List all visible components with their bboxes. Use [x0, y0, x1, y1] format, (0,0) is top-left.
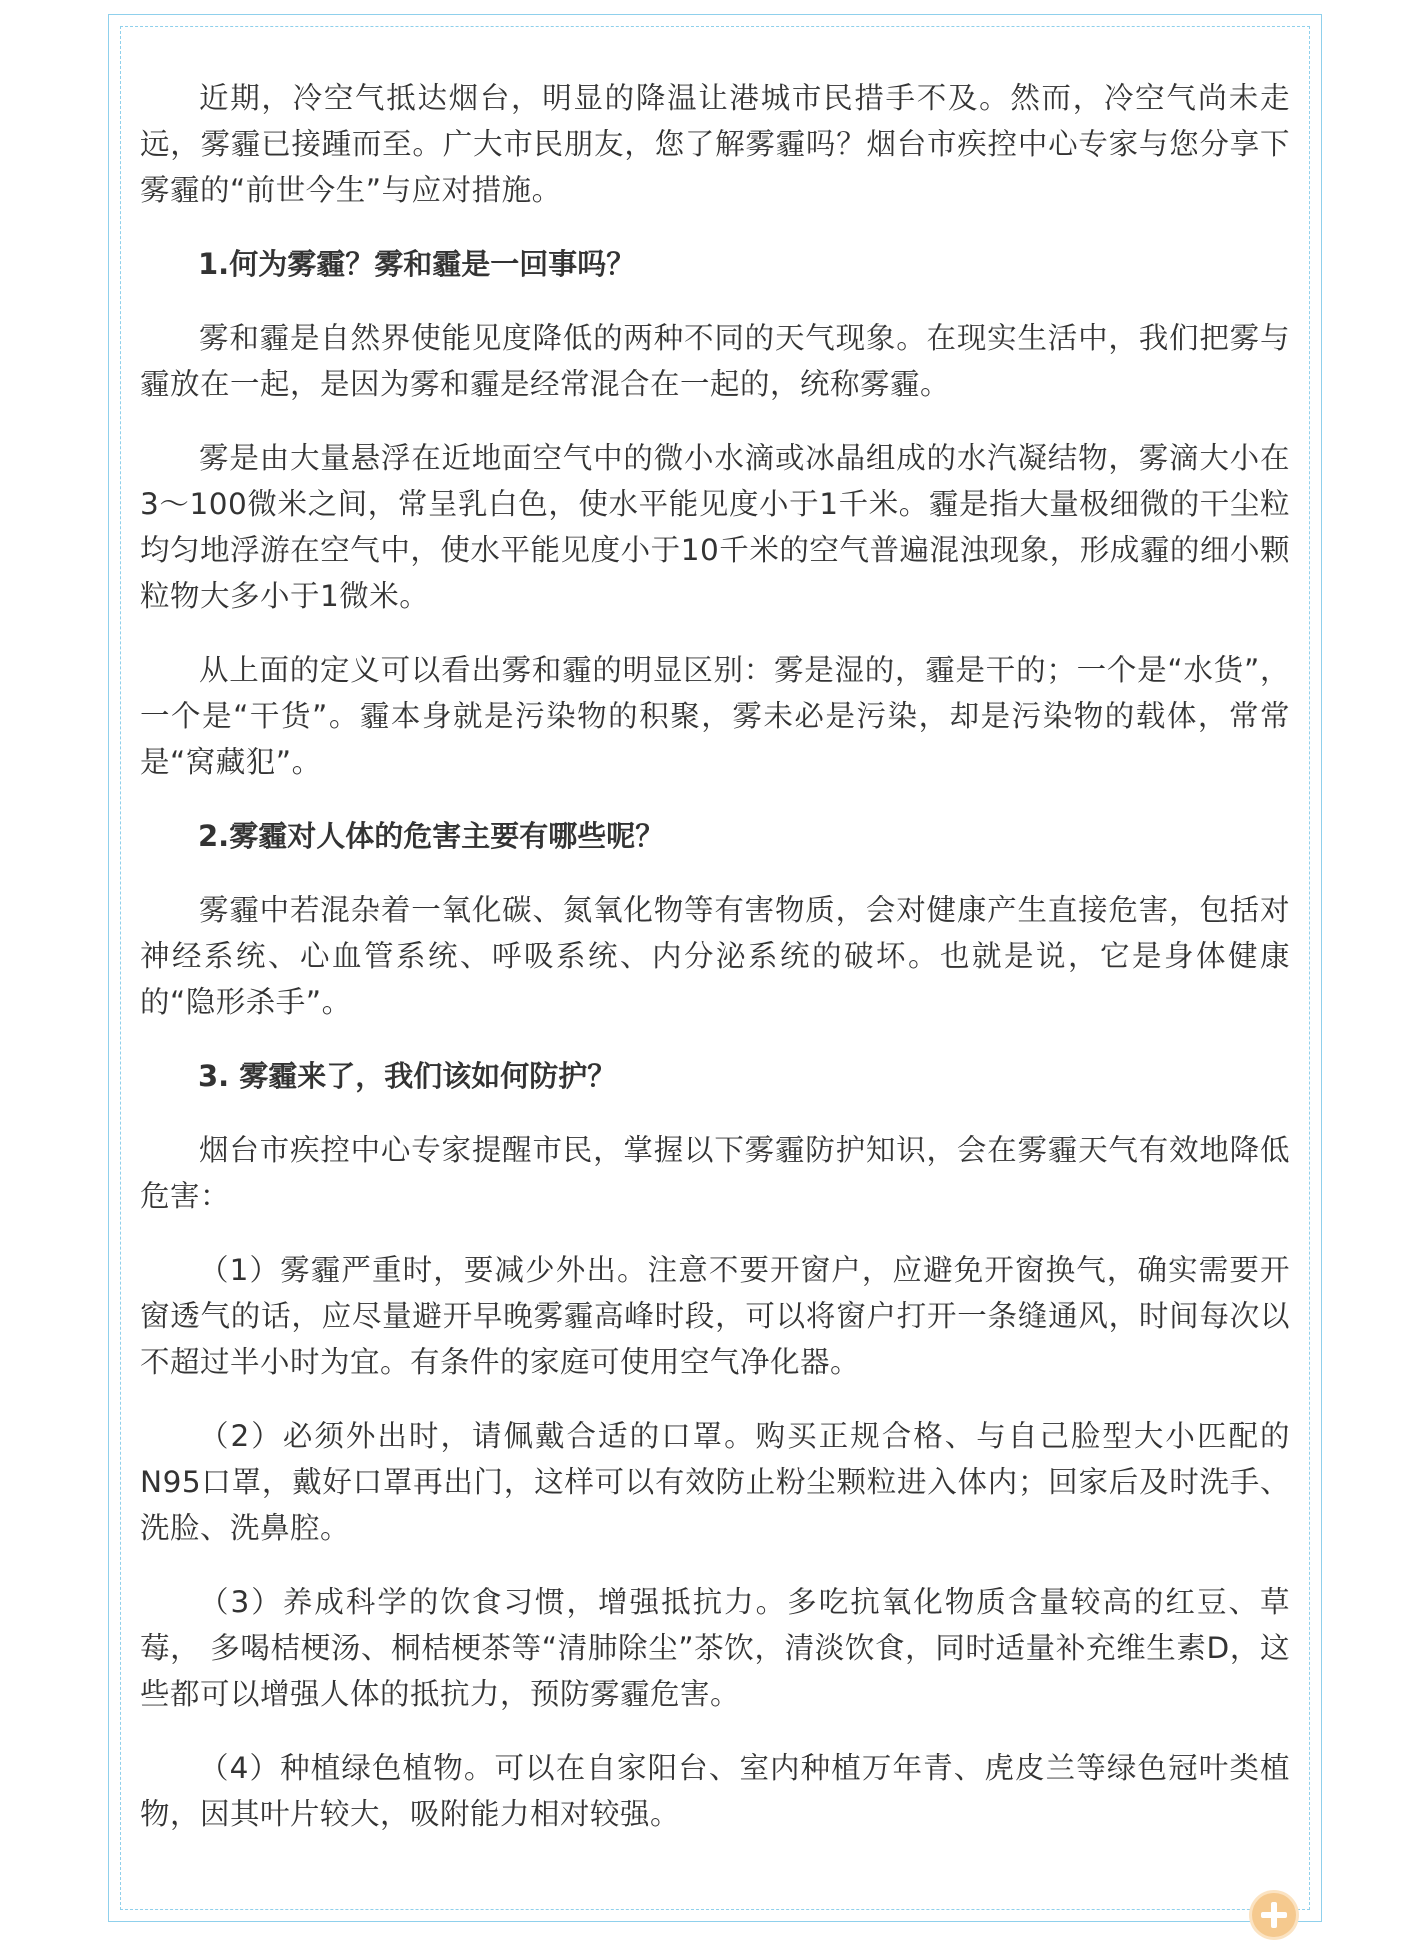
plus-icon-glyph: [1252, 1893, 1296, 1937]
tip-item-3: （3）养成科学的饮食习惯，增强抵抗力。多吃抗氧化物质含量较高的红豆、草莓， 多喝桔梗汤、桐桔梗茶等“清肺除尘”茶饮，清淡饮食，同时适量补充维生素D，这些都可以增强人体的抵抗力，预防雾霾危害。: [140, 1585, 1290, 1711]
plus-icon[interactable]: [1252, 1893, 1296, 1937]
paragraph: 雾是由大量悬浮在近地面空气中的微小水滴或冰晶组成的水汽凝结物，雾滴大小在3～100微米之间，常呈乳白色，使水平能见度小于1千米。霾是指大量极细微的干尘粒均匀地浮游在空气中，使水平能见度小于10千米的空气普遍混浊现象，形成霾的细小颗粒物大多小于1微米。: [140, 441, 1290, 613]
paragraph: 烟台市疾控中心专家提醒市民，掌握以下雾霾防护知识，会在雾霾天气有效地降低危害：: [140, 1133, 1290, 1213]
tip-item-2: （2）必须外出时，请佩戴合适的口罩。购买正规合格、与自己脸型大小匹配的N95口罩，戴好口罩再出门，这样可以有效防止粉尘颗粒进入体内；回家后及时洗手、洗脸、洗鼻腔。: [140, 1419, 1290, 1545]
paragraph: 雾霾中若混杂着一氧化碳、氮氧化物等有害物质，会对健康产生直接危害，包括对神经系统、心血管系统、呼吸系统、内分泌系统的破坏。也就是说，它是身体健康的“隐形杀手”。: [140, 893, 1290, 1019]
article-body: [140, 75, 1290, 1865]
paragraph: 雾和霾是自然界使能见度降低的两种不同的天气现象。在现实生活中，我们把雾与霾放在一起，是因为雾和霾是经常混合在一起的，统称雾霾。: [140, 321, 1290, 401]
section-heading-3: 3. 雾霾来了，我们该如何防护？: [198, 1059, 617, 1093]
tip-item-4: （4）种植绿色植物。可以在自家阳台、室内种植万年青、虎皮兰等绿色冠叶类植物，因其叶片较大，吸附能力相对较强。: [140, 1751, 1290, 1831]
intro-paragraph: 近期，冷空气抵达烟台，明显的降温让港城市民措手不及。然而，冷空气尚未走远，雾霾已接踵而至。广大市民朋友，您了解雾霾吗？烟台市疾控中心专家与您分享下雾霾的“前世今生”与应对措施。: [140, 81, 1290, 207]
tip-item-1: （1）雾霾严重时，要减少外出。注意不要开窗户，应避免开窗换气，确实需要开窗透气的话，应尽量避开早晚雾霾高峰时段，可以将窗户打开一条缝通风，时间每次以不超过半小时为宜。有条件的家庭可使用空气净化器。: [140, 1253, 1290, 1379]
section-heading-2: 2.雾霾对人体的危害主要有哪些呢？: [198, 819, 665, 853]
paragraph: 从上面的定义可以看出雾和霾的明显区别：雾是湿的，霾是干的；一个是“水货”，一个是“干货”。霾本身就是污染物的积聚，雾未必是污染，却是污染物的载体，常常是“窝藏犯”。: [140, 653, 1290, 779]
section-heading-1: 1.何为雾霾？雾和霾是一回事吗？: [198, 247, 636, 281]
